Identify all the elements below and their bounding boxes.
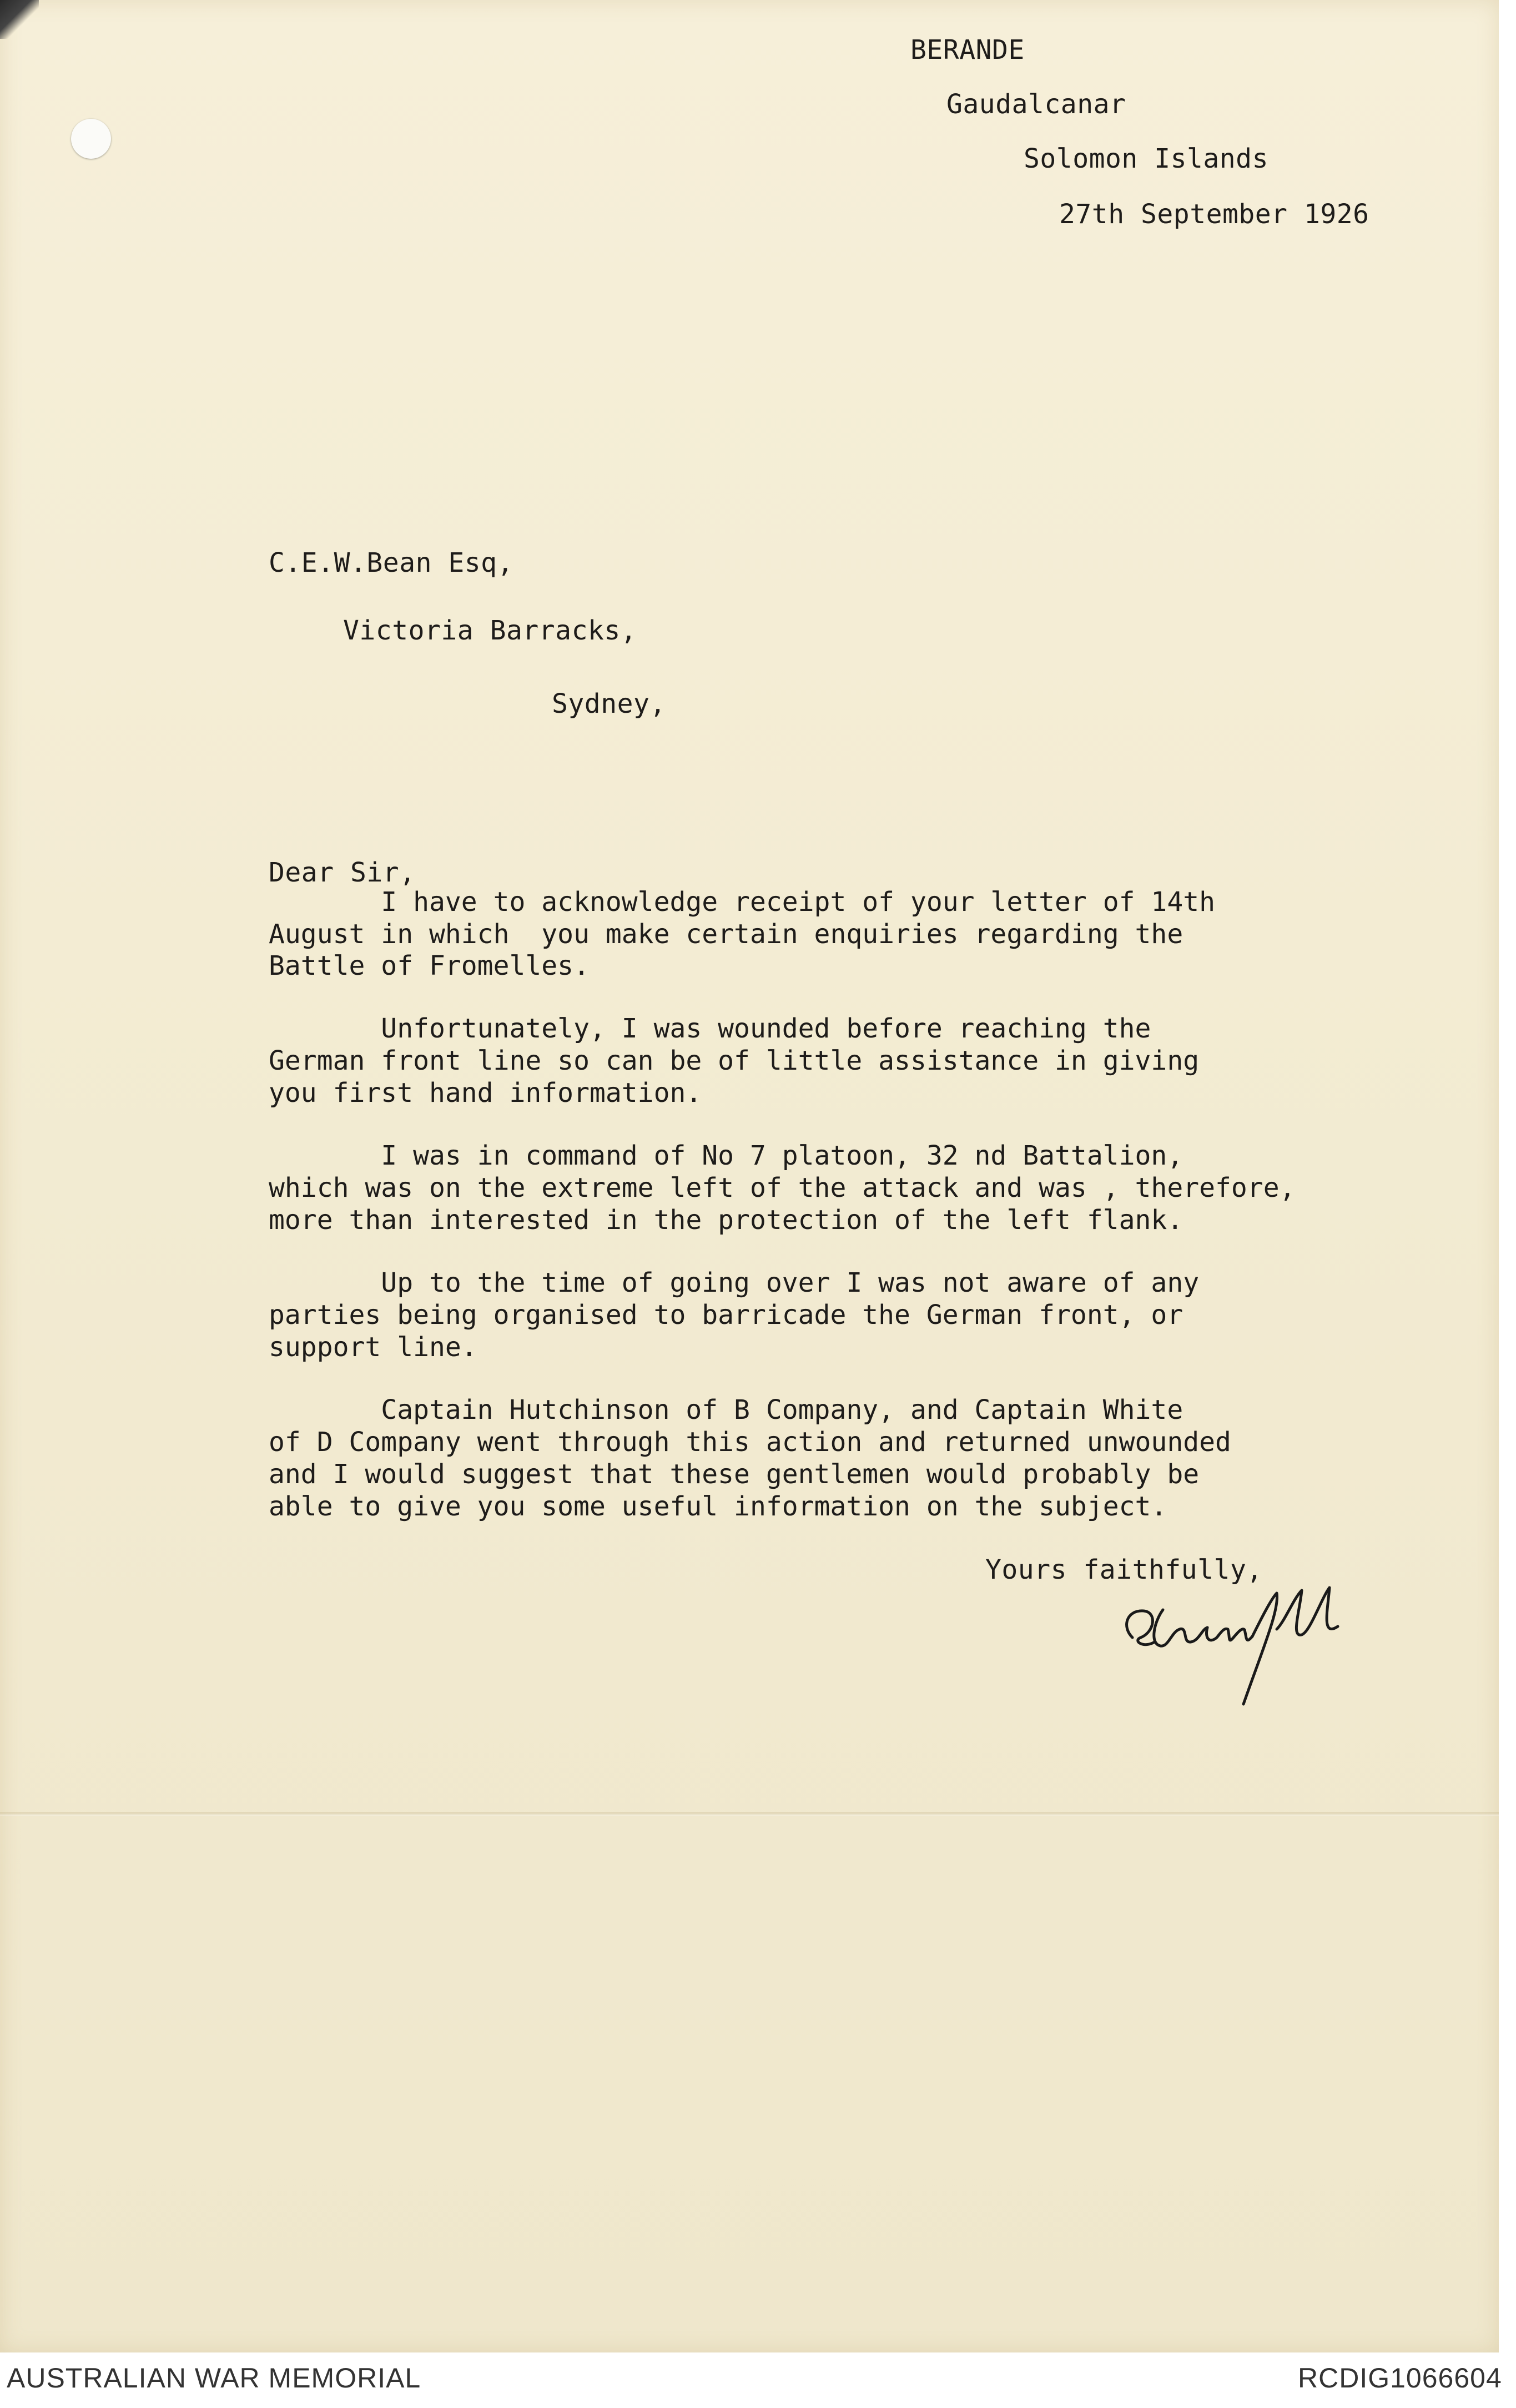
body-line: German front line so can be of little assistance in giving xyxy=(269,1045,1200,1076)
addressee-name: C.E.W.Bean Esq, xyxy=(269,547,513,578)
body-line: I was in command of No 7 platoon, 32 nd Battalion, xyxy=(269,1140,1183,1171)
footer-record-id: RCDIG1066604 xyxy=(1298,2362,1502,2394)
body-line: able to give you some useful information on the subject. xyxy=(269,1491,1167,1522)
salutation: Dear Sir, xyxy=(269,857,416,888)
letter-date: 27th September 1926 xyxy=(1059,199,1369,230)
body-line: I have to acknowledge receipt of your letter of 14th xyxy=(269,886,1216,918)
body-line: August in which you make certain enquiries regarding the xyxy=(269,919,1183,950)
footer-archive-name: AUSTRALIAN WAR MEMORIAL xyxy=(7,2362,421,2394)
body-line: Battle of Fromelles. xyxy=(269,950,590,981)
sender-island: Gaudalcanar xyxy=(946,89,1126,120)
body-line: of D Company went through this action and returned unwounded xyxy=(269,1427,1231,1458)
body-line: which was on the extreme left of the attack and was , therefore, xyxy=(269,1172,1296,1203)
body-line: Unfortunately, I was wounded before reaching the xyxy=(269,1013,1151,1044)
body-line: Up to the time of going over I was not aware of any xyxy=(269,1267,1200,1298)
body-line: Captain Hutchinson of B Company, and Captain White xyxy=(269,1394,1183,1425)
paper-fold xyxy=(0,1812,1499,1816)
addressee-street: Victoria Barracks, xyxy=(343,615,637,646)
body-line: parties being organised to barricade the German front, or xyxy=(269,1299,1183,1331)
body-line: and I would suggest that these gentlemen would probably be xyxy=(269,1459,1200,1490)
body-line: you first hand information. xyxy=(269,1077,702,1109)
addressee-city: Sydney, xyxy=(552,688,666,719)
body-line: support line. xyxy=(269,1332,477,1363)
corner-mark xyxy=(0,0,39,39)
sender-country: Solomon Islands xyxy=(1024,143,1268,174)
body-line: more than interested in the protection of the left flank. xyxy=(269,1205,1183,1236)
closing: Yours faithfully, xyxy=(985,1554,1263,1585)
sender-place: BERANDE xyxy=(910,34,1025,66)
punch-hole xyxy=(71,119,111,159)
handwritten-signature xyxy=(1110,1576,1371,1710)
